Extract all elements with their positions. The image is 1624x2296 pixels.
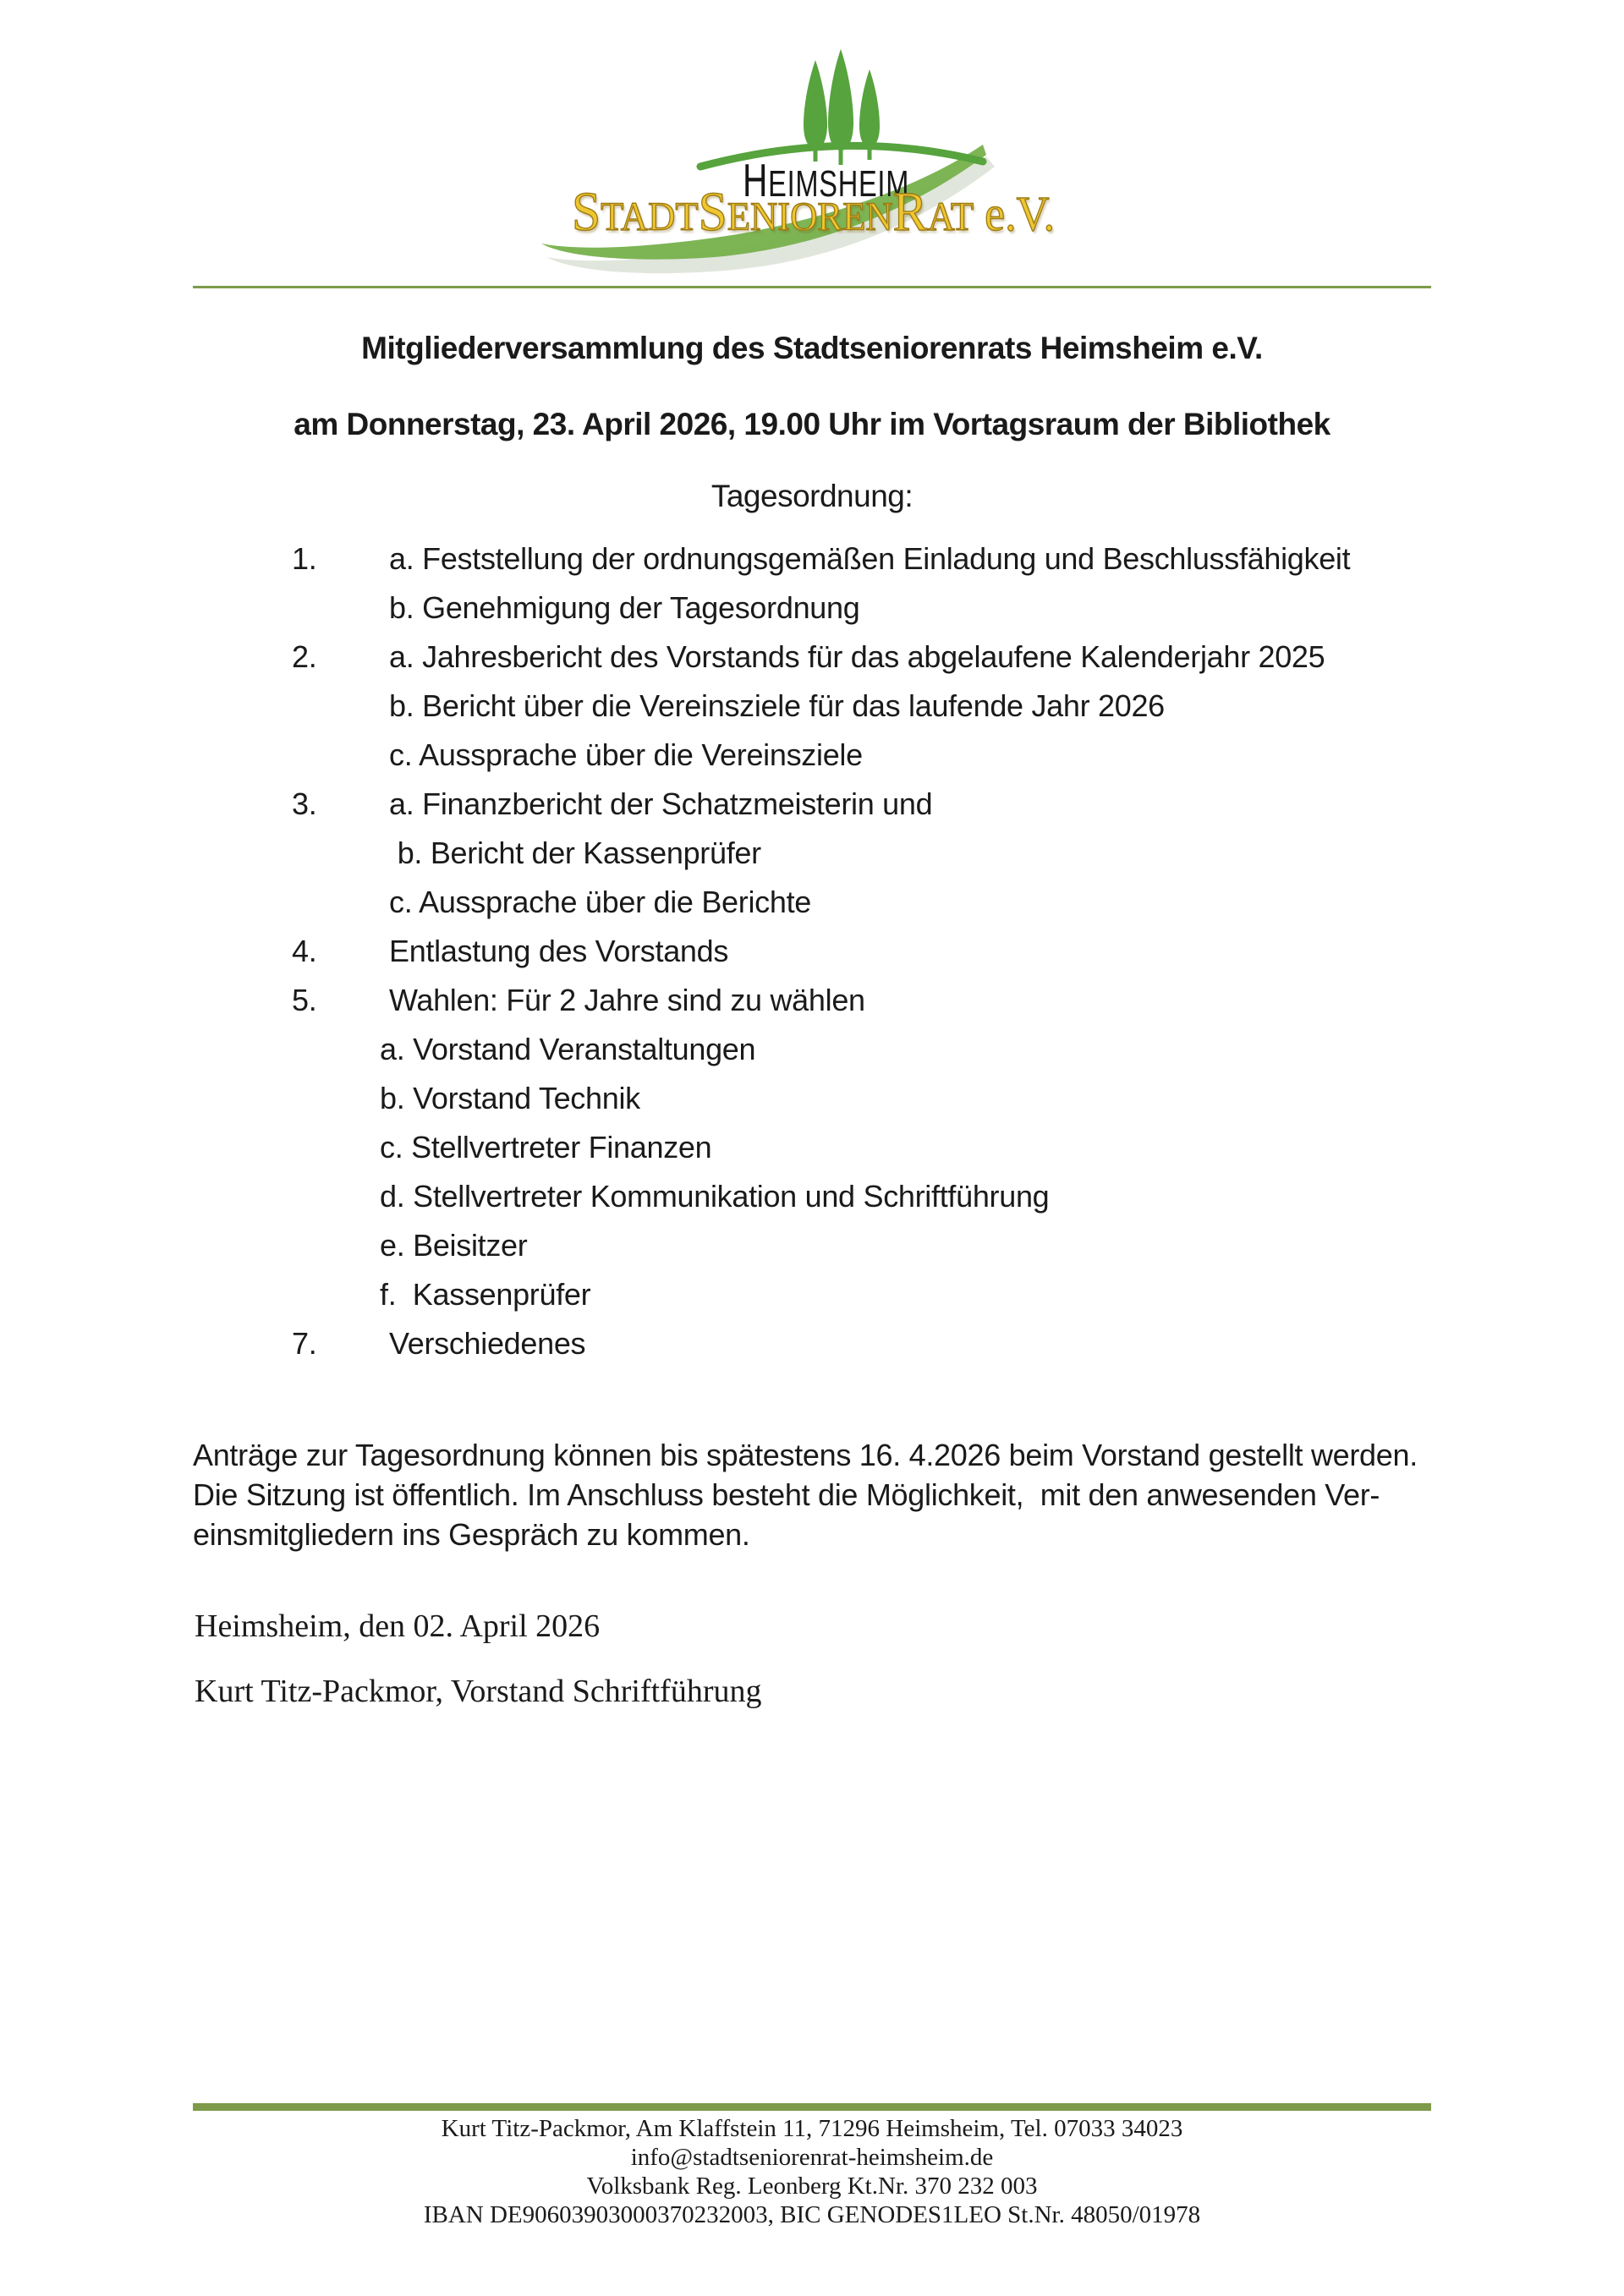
logo-name-cap: S	[698, 181, 727, 243]
logo-name-part: TADT	[601, 195, 699, 239]
agenda-item-text: b. Vorstand Technik	[380, 1081, 640, 1115]
closing-paragraph	[193, 1438, 1418, 1557]
agenda-row	[0, 1032, 1624, 1081]
agenda-number: 2.	[292, 639, 317, 674]
agenda-item-text: Verschiedenes	[389, 1326, 586, 1361]
agenda-row	[0, 885, 1624, 934]
footer-line: IBAN DE90603903000370232003, BIC GENODES1LEO St.Nr. 48050/01978	[423, 2201, 1201, 2228]
agenda-heading: Tagesordnung:	[710, 479, 914, 513]
agenda-row	[0, 983, 1624, 1032]
agenda-item-text: a. Vorstand Veranstaltungen	[380, 1032, 756, 1066]
agenda-item-text: a. Finanzbericht der Schatzmeisterin und	[389, 786, 933, 821]
agenda-row	[0, 1081, 1624, 1130]
logo-name-cap: R	[892, 181, 928, 243]
logo-name-cap: S	[572, 181, 601, 243]
meeting-title: Mitgliederversammlung des Stadtseniorenrats Heimsheim e.V.	[361, 331, 1263, 365]
agenda-row	[0, 688, 1624, 737]
agenda-number: 3.	[292, 786, 317, 821]
footer-line: Kurt Titz-Packmor, Am Klaffstein 11, 71296 Heimsheim, Tel. 07033 34023	[441, 2115, 1183, 2142]
paragraph-line: Die Sitzung ist öffentlich. Im Anschluss besteht die Möglichkeit, mit den anwesenden Ver-	[193, 1477, 1380, 1512]
agenda-item-text: b. Bericht der Kassenprüfer	[389, 836, 761, 870]
agenda-number: 1.	[292, 541, 317, 576]
footer-line: info@stadtseniorenrat-heimsheim.de	[630, 2144, 994, 2171]
agenda-item-text: Wahlen: Für 2 Jahre sind zu wählen	[389, 983, 865, 1017]
paragraph-line: einsmitgliedern ins Gespräch zu kommen.	[193, 1517, 750, 1552]
logo-name-part: AT	[927, 195, 974, 239]
cypress-trees	[804, 49, 880, 165]
agenda-row	[0, 1228, 1624, 1277]
agenda-item-text: b. Bericht über die Vereinsziele für das laufende Jahr 2026	[389, 688, 1165, 723]
logo-town-rest: EIMSHEIM	[768, 163, 910, 205]
agenda-item-text: e. Beisitzer	[380, 1228, 528, 1263]
agenda-item-text: f. Kassenprüfer	[380, 1277, 591, 1312]
agenda-item-text: b. Genehmigung der Tagesordnung	[389, 590, 860, 625]
agenda-row	[0, 836, 1624, 885]
agenda-number: 7.	[292, 1326, 317, 1361]
agenda-row	[0, 639, 1624, 688]
signature-line: Kurt Titz-Packmor, Vorstand Schriftführung	[195, 1674, 762, 1709]
agenda-item-text: c. Aussprache über die Vereinsziele	[389, 737, 863, 772]
agenda-number: 4.	[292, 934, 317, 968]
agenda-row	[0, 786, 1624, 836]
agenda-item-text: Entlastung des Vorstands	[389, 934, 729, 968]
meeting-date-location: am Donnerstag, 23. April 2026, 19.00 Uhr im Vortagsraum der Bibliothek	[294, 407, 1330, 441]
agenda-row	[0, 590, 1624, 639]
agenda-list	[0, 541, 1624, 1375]
logo-name-part: ENIOREN	[727, 195, 893, 239]
footer-contact-block	[0, 2114, 1624, 2229]
logo-club-name	[572, 180, 1055, 244]
agenda-row	[0, 1130, 1624, 1179]
logo-town-initial: H	[743, 154, 769, 206]
agenda-item-text: d. Stellvertreter Kommunikation und Schriftführung	[380, 1179, 1050, 1214]
footer-divider	[193, 2103, 1431, 2111]
agenda-row	[0, 541, 1624, 590]
date-line: Heimsheim, den 02. April 2026	[195, 1608, 601, 1644]
agenda-row	[0, 1326, 1624, 1375]
agenda-row	[0, 1179, 1624, 1228]
agenda-item-text: a. Jahresbericht des Vorstands für das abgelaufene Kalenderjahr 2025	[389, 639, 1325, 674]
club-logo	[516, 21, 1108, 275]
footer-line: Volksbank Reg. Leonberg Kt.Nr. 370 232 003	[586, 2173, 1038, 2200]
logo-name-suffix: e.V.	[985, 186, 1056, 241]
agenda-item-text: c. Aussprache über die Berichte	[389, 885, 811, 919]
header-divider	[193, 286, 1431, 288]
agenda-row	[0, 1277, 1624, 1326]
agenda-number: 5.	[292, 983, 317, 1017]
paragraph-line: Anträge zur Tagesordnung können bis spätestens 16. 4.2026 beim Vorstand gestellt werden.	[193, 1438, 1418, 1472]
agenda-row	[0, 934, 1624, 983]
agenda-row	[0, 737, 1624, 786]
agenda-item-text: c. Stellvertreter Finanzen	[380, 1130, 712, 1164]
agenda-item-text: a. Feststellung der ordnungsgemäßen Einladung und Beschlussfähigkeit	[389, 541, 1351, 576]
